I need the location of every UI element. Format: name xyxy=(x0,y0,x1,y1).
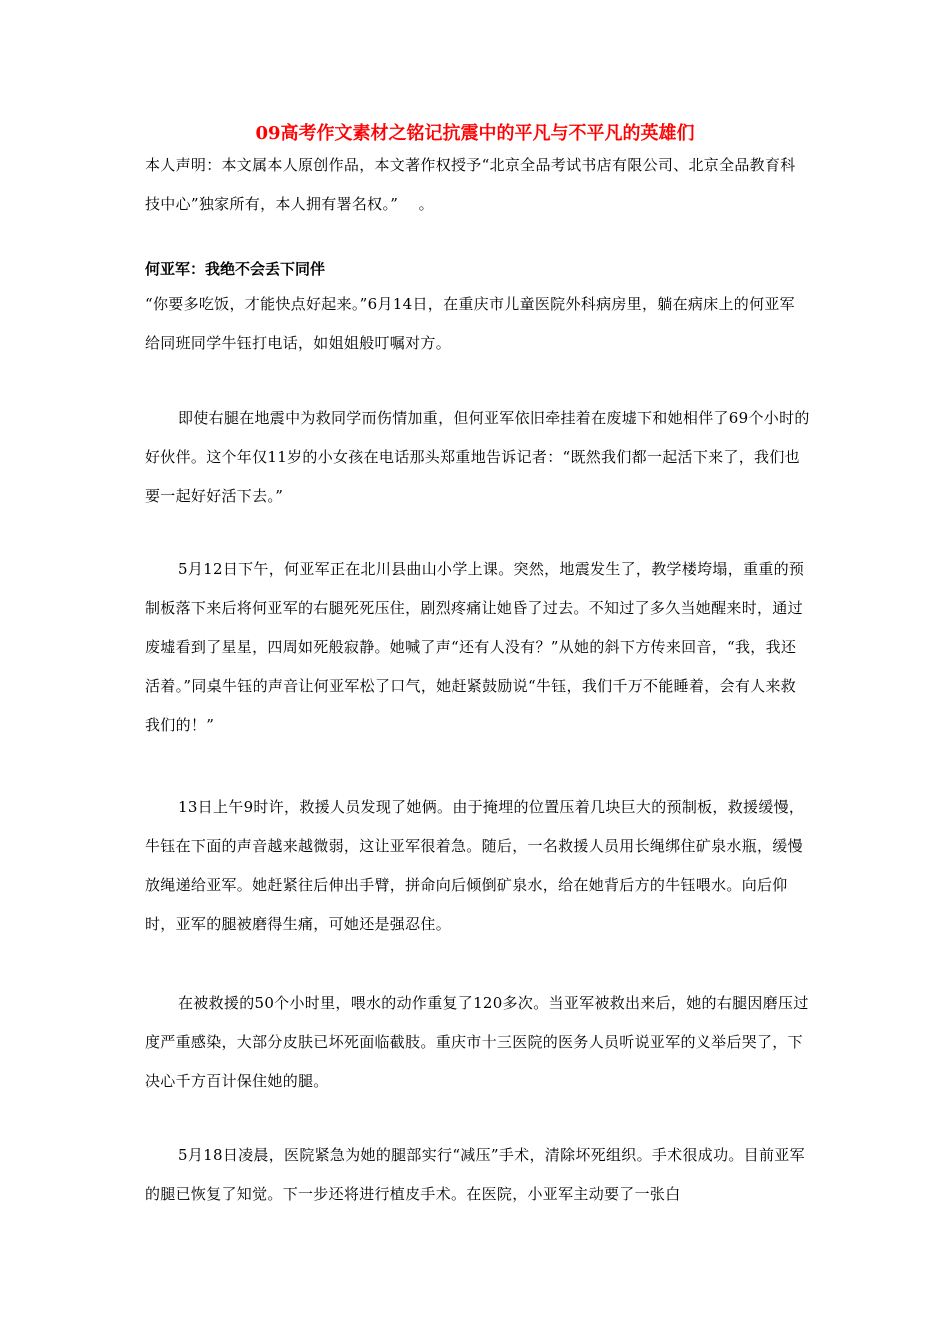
paragraph-2: 即使右腿在地震中为救同学而伤情加重，但何亚军依旧牵挂着在废墟下和她相伴了69个小时的好伙伴。这个年仅11岁的小女孩在电话那头郑重地告诉记者：“既然我们都一起活下来了，我们也要一起好好活下去。” xyxy=(145,409,810,505)
paragraph-6: 5月18日凌晨，医院紧急为她的腿部实行“减压”手术，清除坏死组织。手术很成功。目前亚军的腿已恢复了知觉。下一步还将进行植皮手术。在医院，小亚军主动要了一张白 xyxy=(145,1146,805,1203)
paragraph-5: 在被救援的50个小时里，喂水的动作重复了120多次。当亚军被救出来后，她的右腿因磨压过度严重感染，大部分皮肤已坏死面临截肢。重庆市十三医院的医务人员听说亚军的义举后哭了，下决心千方百计保住她的腿。 xyxy=(145,994,809,1090)
section-heading: 何亚军：我绝不会丢下同伴 xyxy=(145,260,326,278)
paragraph-3: 5月12日下午，何亚军正在北川县曲山小学上课。突然，地震发生了，教学楼垮塌，重重的预制板落下来后将何亚军的右腿死死压住，剧烈疼痛让她昏了过去。不知过了多久当她醒来时，通过废墟看到了星星，四周如死般寂静。她喊了声“还有人没有？”从她的斜下方传来回音，“我，我还活着。”同桌牛钰的声音让何亚军松了口气，她赶紧鼓励说“牛钰，我们千万不能睡着，会有人来救我们的！” xyxy=(145,560,805,734)
document-title: 09高考作文素材之铭记抗震中的平凡与不平凡的英雄们 xyxy=(255,123,695,144)
paragraph-1: “你要多吃饭，才能快点好起来。”6月14日，在重庆市儿童医院外科病房里，躺在病床上的何亚军给同班同学牛钰打电话，如姐姐般叮嘱对方。 xyxy=(145,295,795,352)
paragraph-4: 13日上午9时许，救援人员发现了她俩。由于掩埋的位置压着几块巨大的预制板，救援缓慢，牛钰在下面的声音越来越微弱，这让亚军很着急。随后，一名救援人员用长绳绑住矿泉水瓶，缓慢放绳递给亚军。她赶紧往后伸出手臂，拼命向后倾倒矿泉水，给在她背后方的牛钰喂水。向后仰时，亚军的腿被磨得生痛，可她还是强忍住。 xyxy=(145,798,805,933)
copyright-statement: 本人声明：本文属本人原创作品，本文著作权授予“北京全品考试书店有限公司、北京全品教育科技中心”独家所有，本人拥有署名权。” 。 xyxy=(145,156,796,213)
